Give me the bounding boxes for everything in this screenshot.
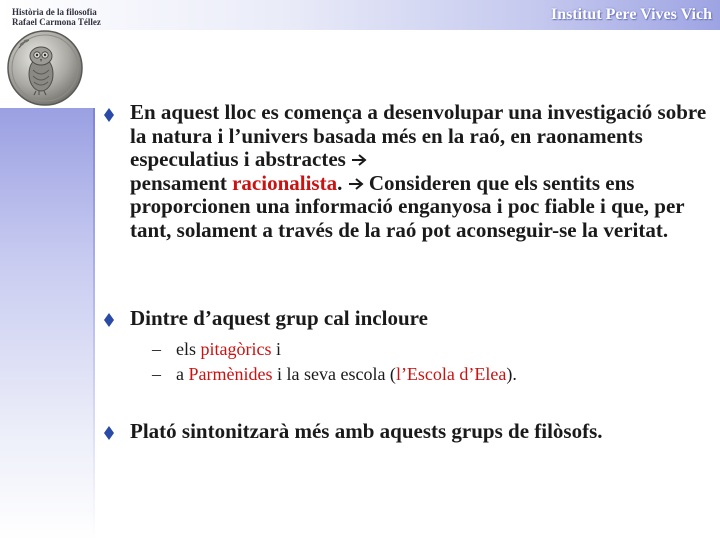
bullet-1-part1: En aquest lloc es comença a desenvolupar una investigació sobre la natura i l’univers basada més en la raó, en raonaments especulatius i abstractes — [130, 100, 707, 172]
bullet-1-part4: . — [337, 170, 343, 195]
diamond-bullet-icon — [104, 108, 114, 122]
subitem-2-text — [176, 363, 517, 385]
subitem-1-pre: els — [176, 339, 196, 359]
subitem-1-post: i — [275, 339, 281, 359]
subitem-2-pre: a — [176, 364, 184, 384]
right-arrow-icon — [348, 177, 364, 191]
bullet-1-part5: Consideren que els sentits ens proporcionen una informació enganyosa i poc fiable i que, per tant, solament a través de la raó pot aconseguir-se la veritat. — [130, 170, 685, 242]
subitem-2-highlight: Parmènides — [188, 364, 273, 384]
subitem-2-mid: i la seva escola ( — [276, 364, 396, 384]
subject-label: Història de la filosofia — [12, 7, 97, 17]
bullet-1-highlight: racionalista — [232, 170, 338, 195]
bullet-1-part2: pensament — [130, 170, 227, 195]
subitem-1-highlight: pitagòrics — [200, 339, 272, 359]
bullet-3-text: Plató sintonitzarà més amb aquests grups de filòsofs. — [130, 419, 603, 443]
author-label: Rafael Carmona Téllez — [12, 17, 101, 27]
subitem-dash: – — [152, 364, 161, 384]
bullet-2-text: Dintre d’aquest grup cal incloure — [130, 306, 428, 330]
owl-coin-icon — [5, 28, 85, 108]
subitem-2-school: l’Escola d’Elea — [395, 364, 507, 384]
diamond-bullet-icon — [104, 426, 114, 440]
institution-label: Institut Pere Vives Vich — [550, 6, 712, 23]
header-left — [12, 7, 101, 27]
sidebar-band — [0, 108, 95, 540]
subitem-2-post: ). — [506, 364, 517, 384]
right-arrow-icon — [351, 153, 367, 167]
bullet-1-text — [130, 101, 710, 243]
subitem-1-text — [176, 338, 281, 360]
sidebar-band-edge — [93, 108, 95, 540]
subitem-dash: – — [152, 339, 161, 359]
diamond-bullet-icon — [104, 313, 114, 327]
